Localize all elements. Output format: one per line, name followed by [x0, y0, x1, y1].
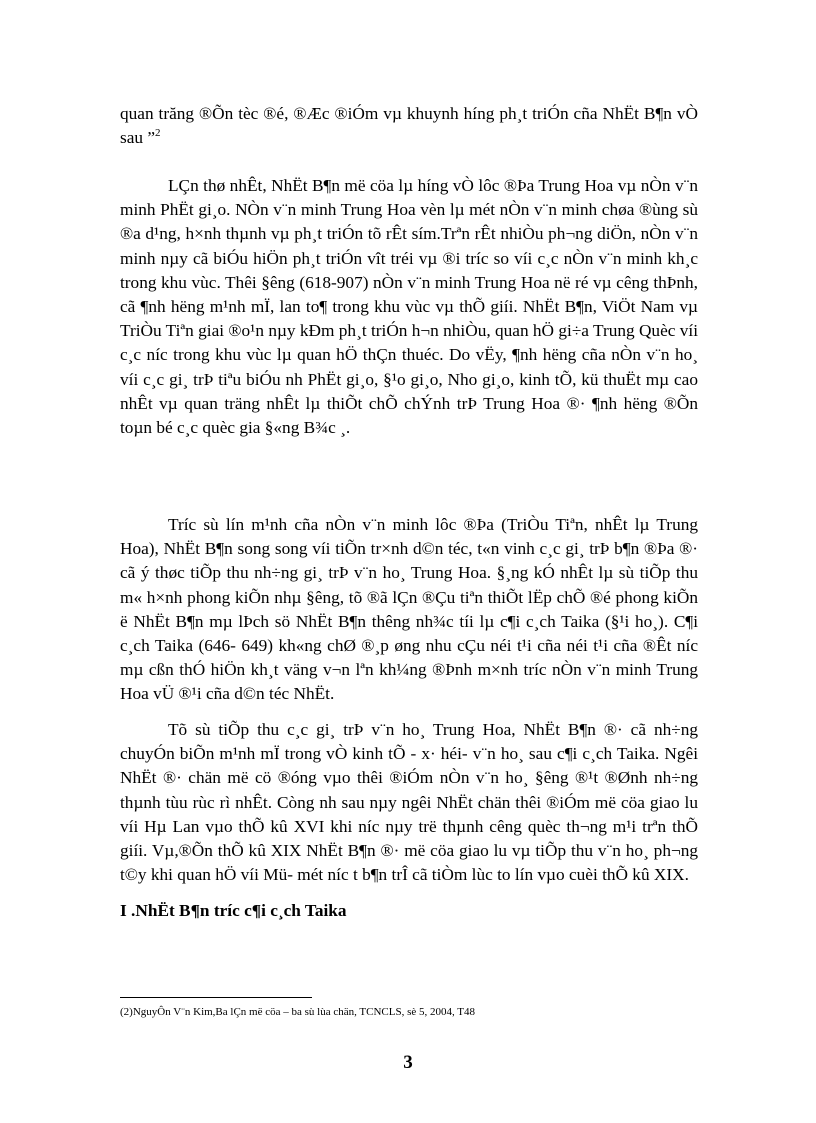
footnote: (2)NguyÔn V¨n Kim,Ba lÇn më cöa – ba sù lùa chän, TCNCLS, sè 5, 2004, T48 [120, 1006, 476, 1018]
page-number: 3 [403, 1052, 413, 1073]
section-heading: I .NhËt B¶n tríc c¶i c¸ch Taika [120, 901, 347, 920]
paragraph-continuation [120, 102, 698, 150]
paragraph-continuation-text: quan trăng ®Õn tèc ®é, ®Æc ®iÓm vµ khuynh híng ph¸t triÓn cña NhËt B¶n vÒ sau ” [120, 104, 698, 148]
paragraph-3: Tõ sù tiÕp thu c¸c gi¸ trÞ v¨n ho¸ Trung Hoa, NhËt B¶n ®· cã nh÷ng chuyÓn biÕn m¹nh mÏ trong vÒ kinh tÕ - x· héi- v¨n ho¸ sau c¶i c¸ch Taika. Ngêi NhËt ®· chän më cö ®óng vµo thêi ®iÓm nÒn v¨n ho¸ §êng ®¹t ®Ønh nh÷ng thµnh tùu rùc rì nhÊt. Còng nh sau nµy ngêi NhËt chän thêi ®iÓm më cöa giao lu víi Hµ Lan vµo thÕ kû XVI khi níc nµy trë thµnh cêng quèc th¬ng m¹i trªn thÕ giíi. Vµ,®Õn thÕ kû XIX NhËt B¶n ®· më cöa giao lu vµ tiÕp thu v¨n ho¸ ph¬ng t©y khi quan hÖ víi Mü- mét níc t b¶n trÎ cã tiÒm lùc to lín vµo cuèi thÕ kû XIX. [120, 720, 698, 885]
paragraph-2: Tríc sù lín m¹nh cña nÒn v¨n minh lôc ®Þa (TriÒu Tiªn, nhÊt lµ Trung Hoa), NhËt B¶n song song víi tiÕn tr×nh d©n téc, t«n vinh c¸c gi¸ trÞ b¶n ®Þa ®· cã ý thøc tiÕp thu nh÷ng gi¸ trÞ v¨n ho¸ Trung Hoa. §¸ng kÓ nhÊt lµ sù tiÕp thu m« h×nh phong kiÕn nhµ §êng, tõ ®ã lÇn ®Çu tiªn thiÕt lËp chÕ ®é phong kiÕn ë NhËt B¶n mµ lÞch sö NhËt B¶n thêng nh¾c tíi lµ c¶i c¸ch Taika (§¹i ho¸). C¶i c¸ch Taika (646- 649) kh«ng chØ ®¸p øng nhu cÇu néi t¹i cña néi t¹i cña ®Êt níc mµ cßn thÓ hiÖn kh¸t väng v¬n lªn kh¼ng ®Þnh m×nh tríc nÒn v¨n minh Trung Hoa vÜ ®¹i cña d©n téc NhËt. [120, 515, 698, 704]
paragraph-1: LÇn thø nhÊt, NhËt B¶n më cöa lµ híng vÒ lôc ®Þa Trung Hoa vµ nÒn v¨n minh PhËt gi¸o. NÒn v¨n minh Trung Hoa vèn lµ mét nÒn v¨n minh chøa ®ùng sù ®a d¹ng, h×nh thµnh vµ ph¸t triÓn tõ rÊt sím.Trªn rÊt nhiÒu ph¬ng diÖn, nÒn v¨n minh nµy cã biÓu hiÖn ph¸t triÓn vît tréi vµ ®i tríc so víi c¸c nÒn v¨n minh kh¸c trong khu vùc. Thêi §êng (618-907) nÒn v¨n minh Trung Hoa në ré vµ cêng thÞnh, cã ¶nh hëng m¹nh mÏ, lan to¶ trong khu vùc vµ thÕ giíi. NhËt B¶n, ViÖt Nam vµ TriÒu Tiªn giai ®o¹n nµy kÐm ph¸t triÓn h¬n nhiÒu, quan hÖ gi÷a Trung Quèc víi c¸c níc trong khu vùc lµ quan hÖ thÇn thuéc. Do vËy, ¶nh hëng cña nÒn v¨n ho¸ víi c¸c gi¸ trÞ tiªu biÓu nh PhËt gi¸o, §¹o gi¸o, Nho gi¸o, kinh tÕ, kü thuËt mµ cao nhÊt vµ quan träng nhÊt lµ thiÕt chÕ chÝnh trÞ Trung Hoa ®· ¶nh hëng ®Õn toµn bé c¸c quèc gia §«ng B¾c ¸. [120, 176, 698, 438]
footnote-divider [120, 997, 312, 998]
footnote-ref: 2 [155, 127, 161, 140]
